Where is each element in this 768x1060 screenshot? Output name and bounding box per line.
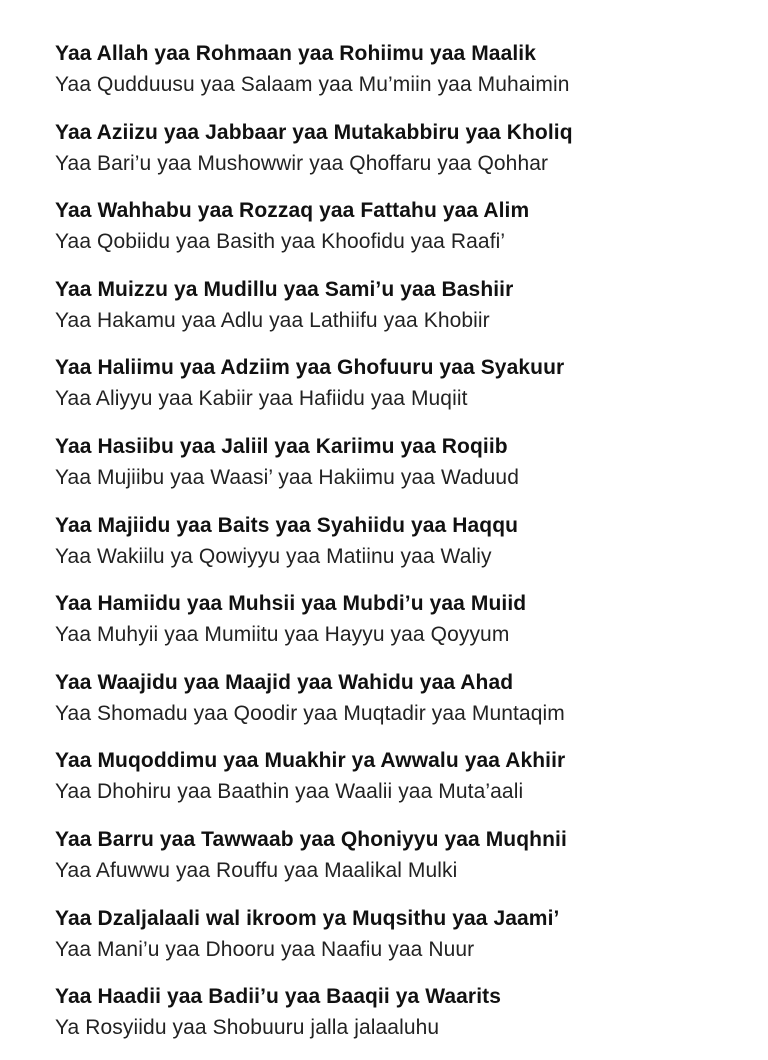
stanza-bold-line: Yaa Muqoddimu yaa Muakhir ya Awwalu yaa Akhiir bbox=[55, 749, 566, 773]
stanza-11 bbox=[55, 824, 755, 903]
stanza-3 bbox=[55, 195, 755, 274]
stanza-normal-line: Ya Rosyiidu yaa Shobuuru jalla jalaaluhu bbox=[55, 1016, 440, 1040]
stanza-bold-line: Yaa Haadii yaa Badii’u yaa Baaqii ya Waarits bbox=[55, 985, 502, 1009]
stanza-bold-line: Yaa Haliimu yaa Adziim yaa Ghofuuru yaa Syakuur bbox=[55, 356, 565, 380]
stanza-normal-line: Yaa Shomadu yaa Qoodir yaa Muqtadir yaa Muntaqim bbox=[55, 701, 565, 725]
stanza-8 bbox=[55, 588, 755, 667]
stanza-13 bbox=[55, 981, 755, 1060]
stanza-bold-line: Yaa Hasiibu yaa Jaliil yaa Kariimu yaa Roqiib bbox=[55, 434, 508, 458]
stanza-bold-line: Yaa Waajidu yaa Maajid yaa Wahidu yaa Ahad bbox=[55, 670, 514, 694]
stanza-normal-line: Yaa Mujiibu yaa Waasi’ yaa Hakiimu yaa Waduud bbox=[55, 465, 519, 489]
stanza-normal-line: Yaa Muhyii yaa Mumiitu yaa Hayyu yaa Qoyyum bbox=[55, 623, 510, 647]
stanza-bold-line: Yaa Barru yaa Tawwaab yaa Qhoniyyu yaa Muqhnii bbox=[55, 827, 567, 851]
stanza-normal-line: Yaa Hakamu yaa Adlu yaa Lathiifu yaa Khobiir bbox=[55, 308, 490, 332]
stanza-bold-line: Yaa Hamiidu yaa Muhsii yaa Mubdi’u yaa Muiid bbox=[55, 592, 527, 616]
verse-list bbox=[55, 38, 755, 1060]
stanza-normal-line: Yaa Bari’u yaa Mushowwir yaa Qhoffaru yaa Qohhar bbox=[55, 151, 549, 175]
stanza-1 bbox=[55, 38, 755, 117]
stanza-normal-line: Yaa Qobiidu yaa Basith yaa Khoofidu yaa Raafi’ bbox=[55, 230, 506, 254]
stanza-12 bbox=[55, 903, 755, 982]
stanza-4 bbox=[55, 274, 755, 353]
stanza-bold-line: Yaa Majiidu yaa Baits yaa Syahiidu yaa Haqqu bbox=[55, 513, 519, 537]
stanza-10 bbox=[55, 745, 755, 824]
stanza-2 bbox=[55, 117, 755, 196]
stanza-bold-line: Yaa Muizzu ya Mudillu yaa Sami’u yaa Bashiir bbox=[55, 277, 514, 301]
stanza-normal-line: Yaa Wakiilu ya Qowiyyu yaa Matiinu yaa Waliy bbox=[55, 544, 492, 568]
stanza-normal-line: Yaa Afuwwu yaa Rouffu yaa Maalikal Mulki bbox=[55, 858, 458, 882]
stanza-normal-line: Yaa Dhohiru yaa Baathin yaa Waalii yaa Muta’aali bbox=[55, 780, 524, 804]
stanza-7 bbox=[55, 510, 755, 589]
stanza-normal-line: Yaa Aliyyu yaa Kabiir yaa Hafiidu yaa Muqiit bbox=[55, 387, 468, 411]
stanza-9 bbox=[55, 667, 755, 746]
stanza-bold-line: Yaa Dzaljalaali wal ikroom ya Muqsithu yaa Jaami’ bbox=[55, 906, 560, 930]
stanza-normal-line: Yaa Mani’u yaa Dhooru yaa Naafiu yaa Nuur bbox=[55, 937, 475, 961]
stanza-bold-line: Yaa Wahhabu yaa Rozzaq yaa Fattahu yaa Alim bbox=[55, 199, 530, 223]
stanza-5 bbox=[55, 352, 755, 431]
stanza-6 bbox=[55, 431, 755, 510]
stanza-bold-line: Yaa Allah yaa Rohmaan yaa Rohiimu yaa Maalik bbox=[55, 42, 536, 65]
stanza-bold-line: Yaa Aziizu yaa Jabbaar yaa Mutakabbiru yaa Kholiq bbox=[55, 120, 573, 144]
stanza-normal-line: Yaa Qudduusu yaa Salaam yaa Mu’miin yaa Muhaimin bbox=[55, 73, 570, 96]
